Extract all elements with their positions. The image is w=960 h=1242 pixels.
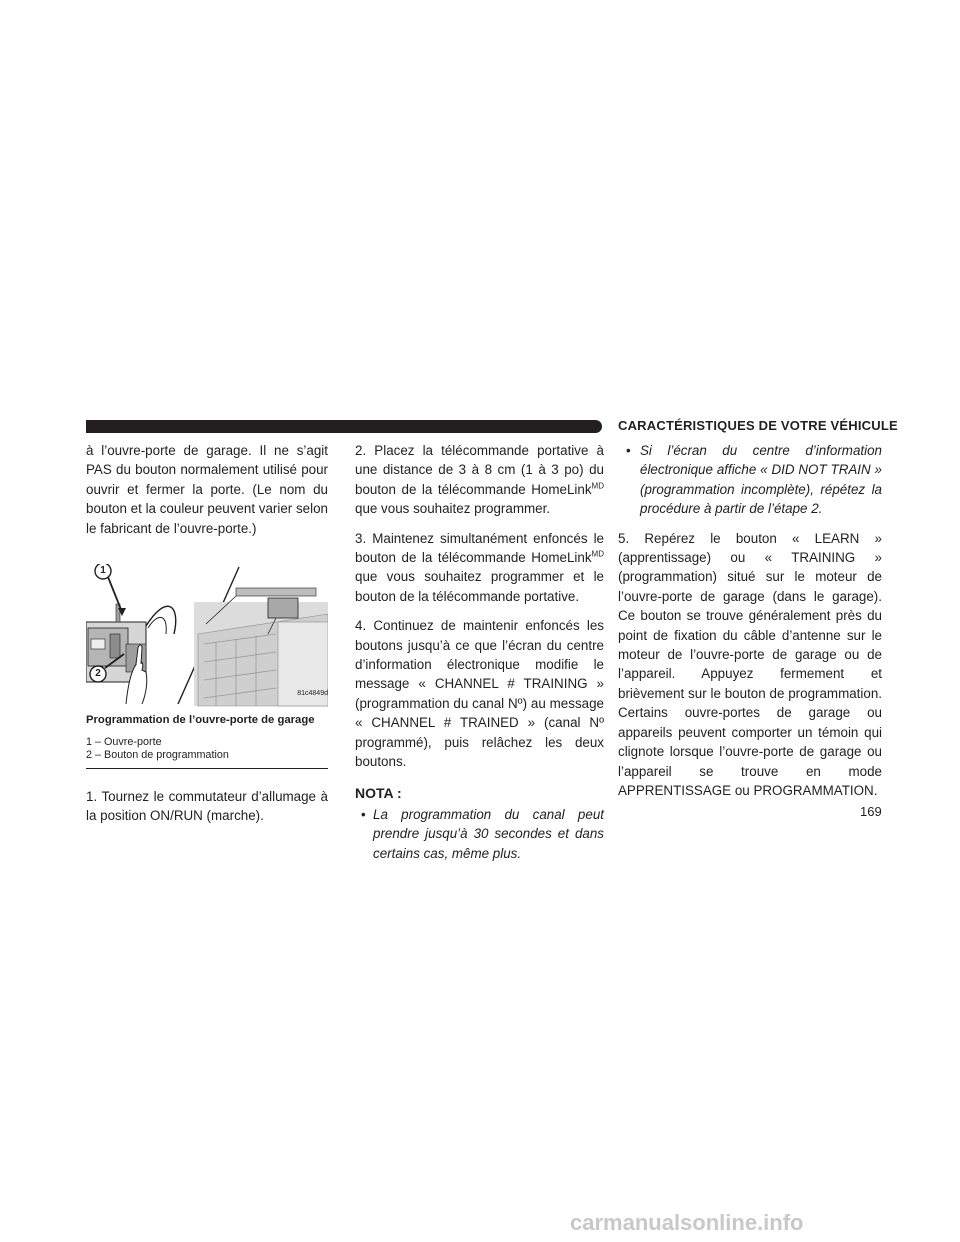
- step-2-text: 2. Placez la télécommande portative à une distance de 3 à 8 cm (1 à 3 po) du bouton de la télécommande HomeLink: [355, 443, 604, 497]
- step-3-text: 3. Maintenez simultanément enfoncés le bouton de la télécommande HomeLink: [355, 530, 604, 566]
- step-3-text-end: que vous souhaitez programmer et le bouton de la télécommande portative.: [355, 569, 604, 604]
- callout-2: 2: [95, 668, 101, 680]
- column-3: [618, 441, 882, 800]
- trademark-sup: MD: [591, 481, 604, 491]
- callout-1: 1: [100, 565, 106, 577]
- section-header-bar: [86, 420, 602, 433]
- figure-code: 81c4849d: [297, 689, 328, 697]
- garage-opener-illustration: [86, 564, 328, 709]
- garage-opener-figure: [86, 564, 328, 709]
- step-3: [355, 529, 604, 607]
- figure-title: Programmation de l’ouvre-porte de garage: [86, 714, 315, 727]
- page-number: 169: [860, 804, 882, 819]
- step-2-text-end: que vous souhaitez programmer.: [355, 501, 551, 517]
- step-1: 1. Tournez le commutateur d’allumage à la position ON/RUN (marche).: [86, 788, 328, 824]
- step-5: 5. Repérez le bouton « LEARN » (apprentissage) ou « TRAINING » (programmation) situé sur le moteur de l’ouvre-porte de garage (dans le garage). Ce bouton se trouve généralement près du point de fixation du câble d’antenne sur le moteur de l’ouvre-porte de garage ou de l’appareil. Appuyez fermement et brièvement sur le bouton de programmation. Certains ouvre-portes de garage ou appareils peuvent comporter un témoin qui clignote lorsque l’ouvre-porte de garage ou l’appareil se trouve en mode APPRENTISSAGE ou PROGRAMMATION.: [618, 530, 882, 798]
- bullet-dot: •: [361, 806, 366, 822]
- did-not-train-bullet: [618, 441, 882, 519]
- did-not-train-text: Si l’écran du centre d’information électronique affiche « DID NOT TRAIN » (programmation incomplète), répétez la procédure à partir de l’étape 2.: [640, 443, 882, 517]
- watermark: carmanualsonline.info: [570, 1210, 804, 1235]
- paragraph-intro: à l’ouvre-porte de garage. Il ne s’agit PAS du bouton normalement utilisé pour ouvrir et fermer la porte. (Le nom du bouton et la couleur peuvent varier selon le fabricant de l’ouvre-porte.): [86, 443, 328, 536]
- note-bullet: [355, 805, 604, 863]
- bullet-dot: •: [626, 443, 631, 458]
- column-1: [86, 441, 328, 826]
- figure-legend-1: 1 – Ouvre-porte: [86, 736, 162, 749]
- step-4: 4. Continuez de maintenir enfoncés les boutons jusqu’à ce que l’écran du centre d’information électronique modifie le message « CHANNEL # TRAINING » (programmation du canal Nº) au message « CHANNEL # TRAINED » (canal Nº programmé), puis relâchez les deux boutons.: [355, 618, 604, 770]
- step-2: [355, 441, 604, 519]
- figure-divider: [86, 768, 328, 769]
- figure-legend-2: 2 – Bouton de programmation: [86, 749, 229, 762]
- trademark-sup: MD: [591, 549, 604, 559]
- note-title: NOTA :: [355, 784, 402, 801]
- column-2: [355, 441, 604, 863]
- note-bullet-text: La programmation du canal peut prendre jusqu’à 30 secondes et dans certains cas, même plus.: [373, 806, 604, 861]
- section-title: CARACTÉRISTIQUES DE VOTRE VÉHICULE: [618, 418, 898, 433]
